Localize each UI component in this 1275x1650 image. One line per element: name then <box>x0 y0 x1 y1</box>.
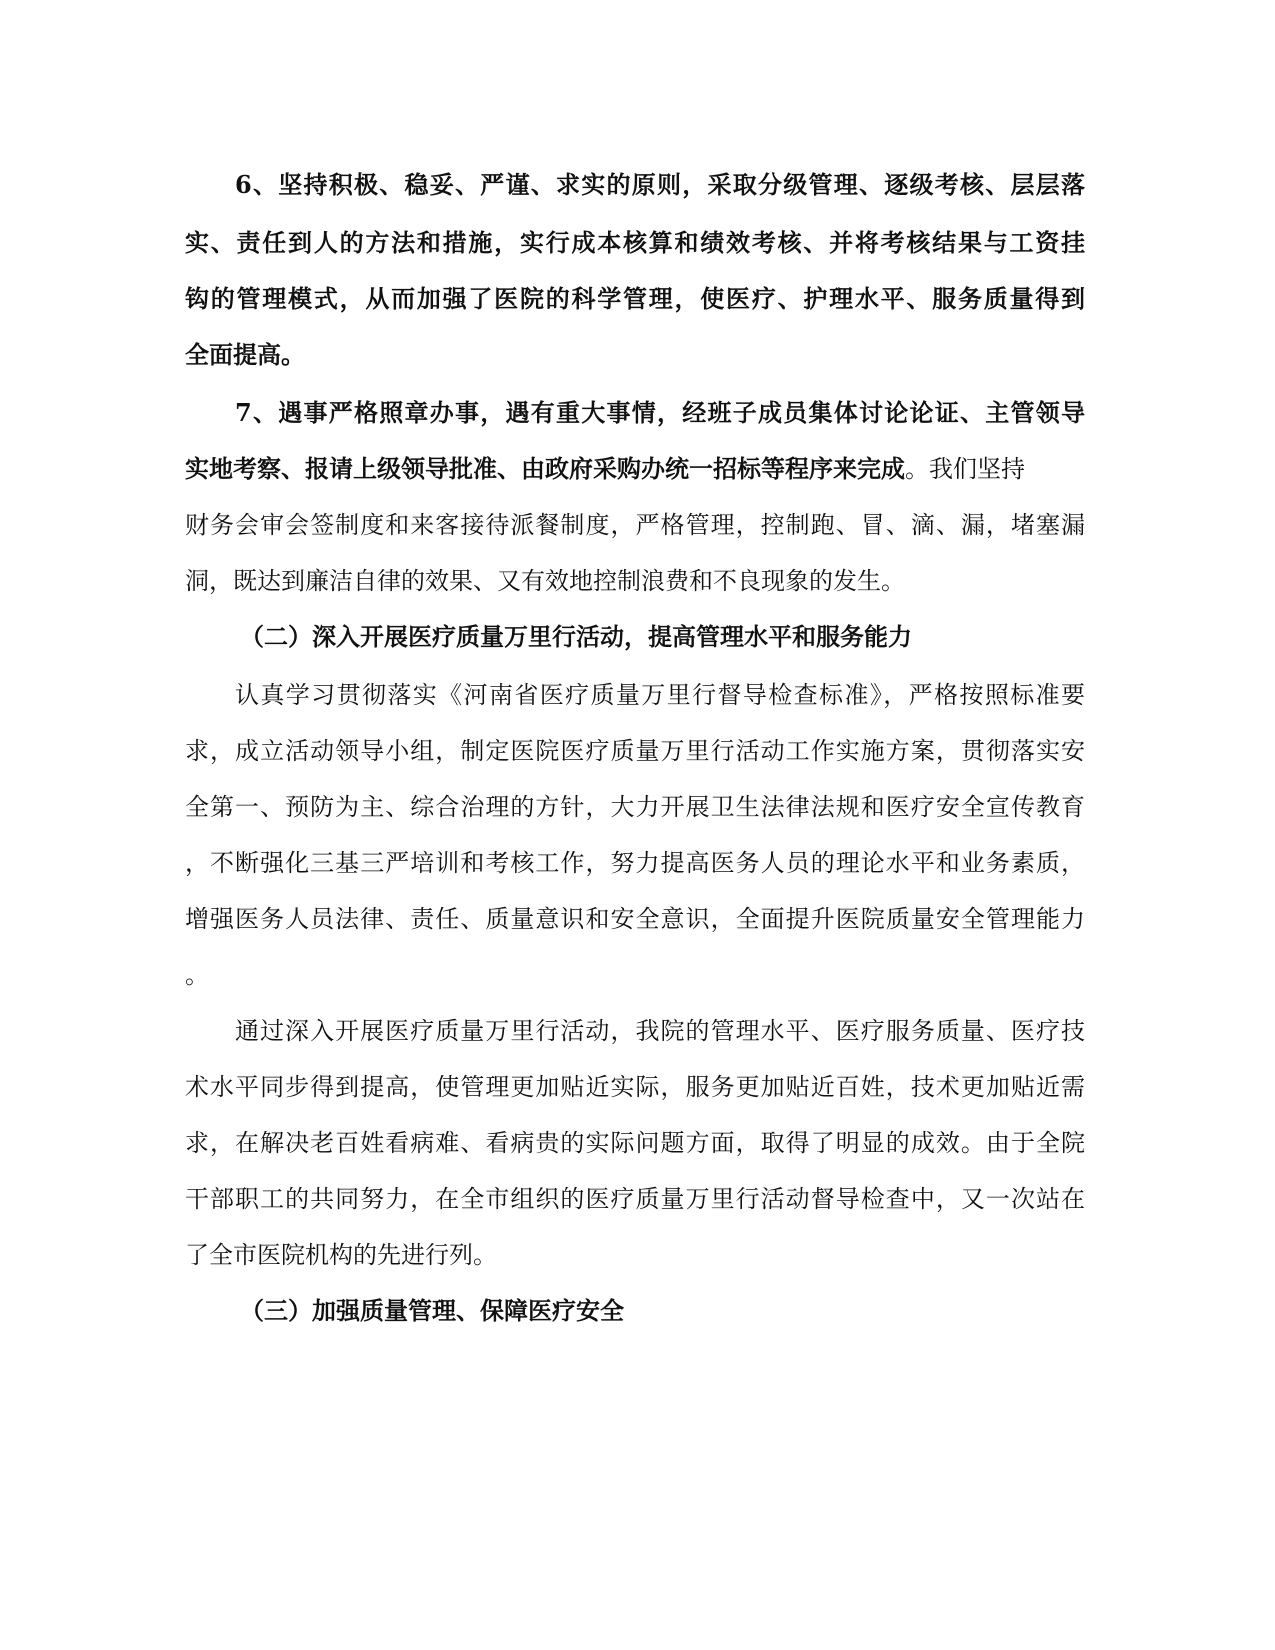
section-2-para-2-line-4: 干部职工的共同努力，在全市组织的医疗质量万里行活动督导检查中，又一次站在 <box>185 1185 1085 1213</box>
paragraph-6-line-2: 实、责任到人的方法和措施，实行成本核算和绩效考核、并将考核结果与工资挂 <box>185 228 1085 257</box>
paragraph-7-line-4: 洞，既达到廉洁自律的效果、又有效地控制浪费和不良现象的发生。 <box>185 567 905 595</box>
section-2-para-1-line-2: 求，成立活动领导小组，制定医院医疗质量万里行活动工作实施方案，贯彻落实安 <box>185 737 1085 765</box>
paragraph-7-line-1: 7、遇事严格照章办事，遇有重大事情，经班子成员集体讨论论证、主管领导 <box>235 398 1085 427</box>
paragraph-7-line-2-bold: 实地考察、报请上级领导批准、由政府采购办统一招标等程序来完成 <box>185 454 905 483</box>
paragraph-7-line-3: 财务会审会签制度和来客接待派餐制度，严格管理，控制跑、冒、滴、漏，堵塞漏 <box>185 511 1085 539</box>
paragraph-6-line-1: 6、坚持积极、稳妥、严谨、求实的原则，采取分级管理、逐级考核、层层落 <box>235 170 1085 199</box>
section-2-para-2-line-1: 通过深入开展医疗质量万里行活动，我院的管理水平、医疗服务质量、医疗技 <box>235 1017 1085 1045</box>
paragraph-7-line-2-plain: 。我们坚持 <box>905 455 1025 483</box>
section-2-para-1-line-5: 增强医务人员法律、责任、质量意识和安全意识，全面提升医院质量安全管理能力 <box>185 905 1085 933</box>
paragraph-6-line-3: 钩的管理模式，从而加强了医院的科学管理，使医疗、护理水平、服务质量得到 <box>185 284 1085 313</box>
section-2-para-2-line-5: 了全市医院机构的先进行列。 <box>185 1241 497 1269</box>
paragraph-6-line-4: 全面提高。 <box>185 340 305 369</box>
section-2-para-2-line-3: 求，在解决老百姓看病难、看病贵的实际问题方面，取得了明显的成效。由于全院 <box>185 1129 1085 1157</box>
section-2-para-1-line-6: 。 <box>185 961 209 989</box>
section-2-para-1-line-1: 认真学习贯彻落实《河南省医疗质量万里行督导检查标准》，严格按照标准要 <box>235 681 1085 709</box>
section-3-heading: （三）加强质量管理、保障医疗安全 <box>240 1296 624 1325</box>
section-2-para-1-line-4: ，不断强化三基三严培训和考核工作，努力提高医务人员的理论水平和业务素质， <box>185 849 1085 877</box>
section-2-heading: （二）深入开展医疗质量万里行活动，提高管理水平和服务能力 <box>240 622 912 651</box>
paragraph-7-line-2 <box>185 453 1085 485</box>
section-2-para-1-line-3: 全第一、预防为主、综合治理的方针，大力开展卫生法律法规和医疗安全宣传教育 <box>185 793 1085 821</box>
section-2-para-2-line-2: 术水平同步得到提高，使管理更加贴近实际，服务更加贴近百姓，技术更加贴近需 <box>185 1073 1085 1101</box>
